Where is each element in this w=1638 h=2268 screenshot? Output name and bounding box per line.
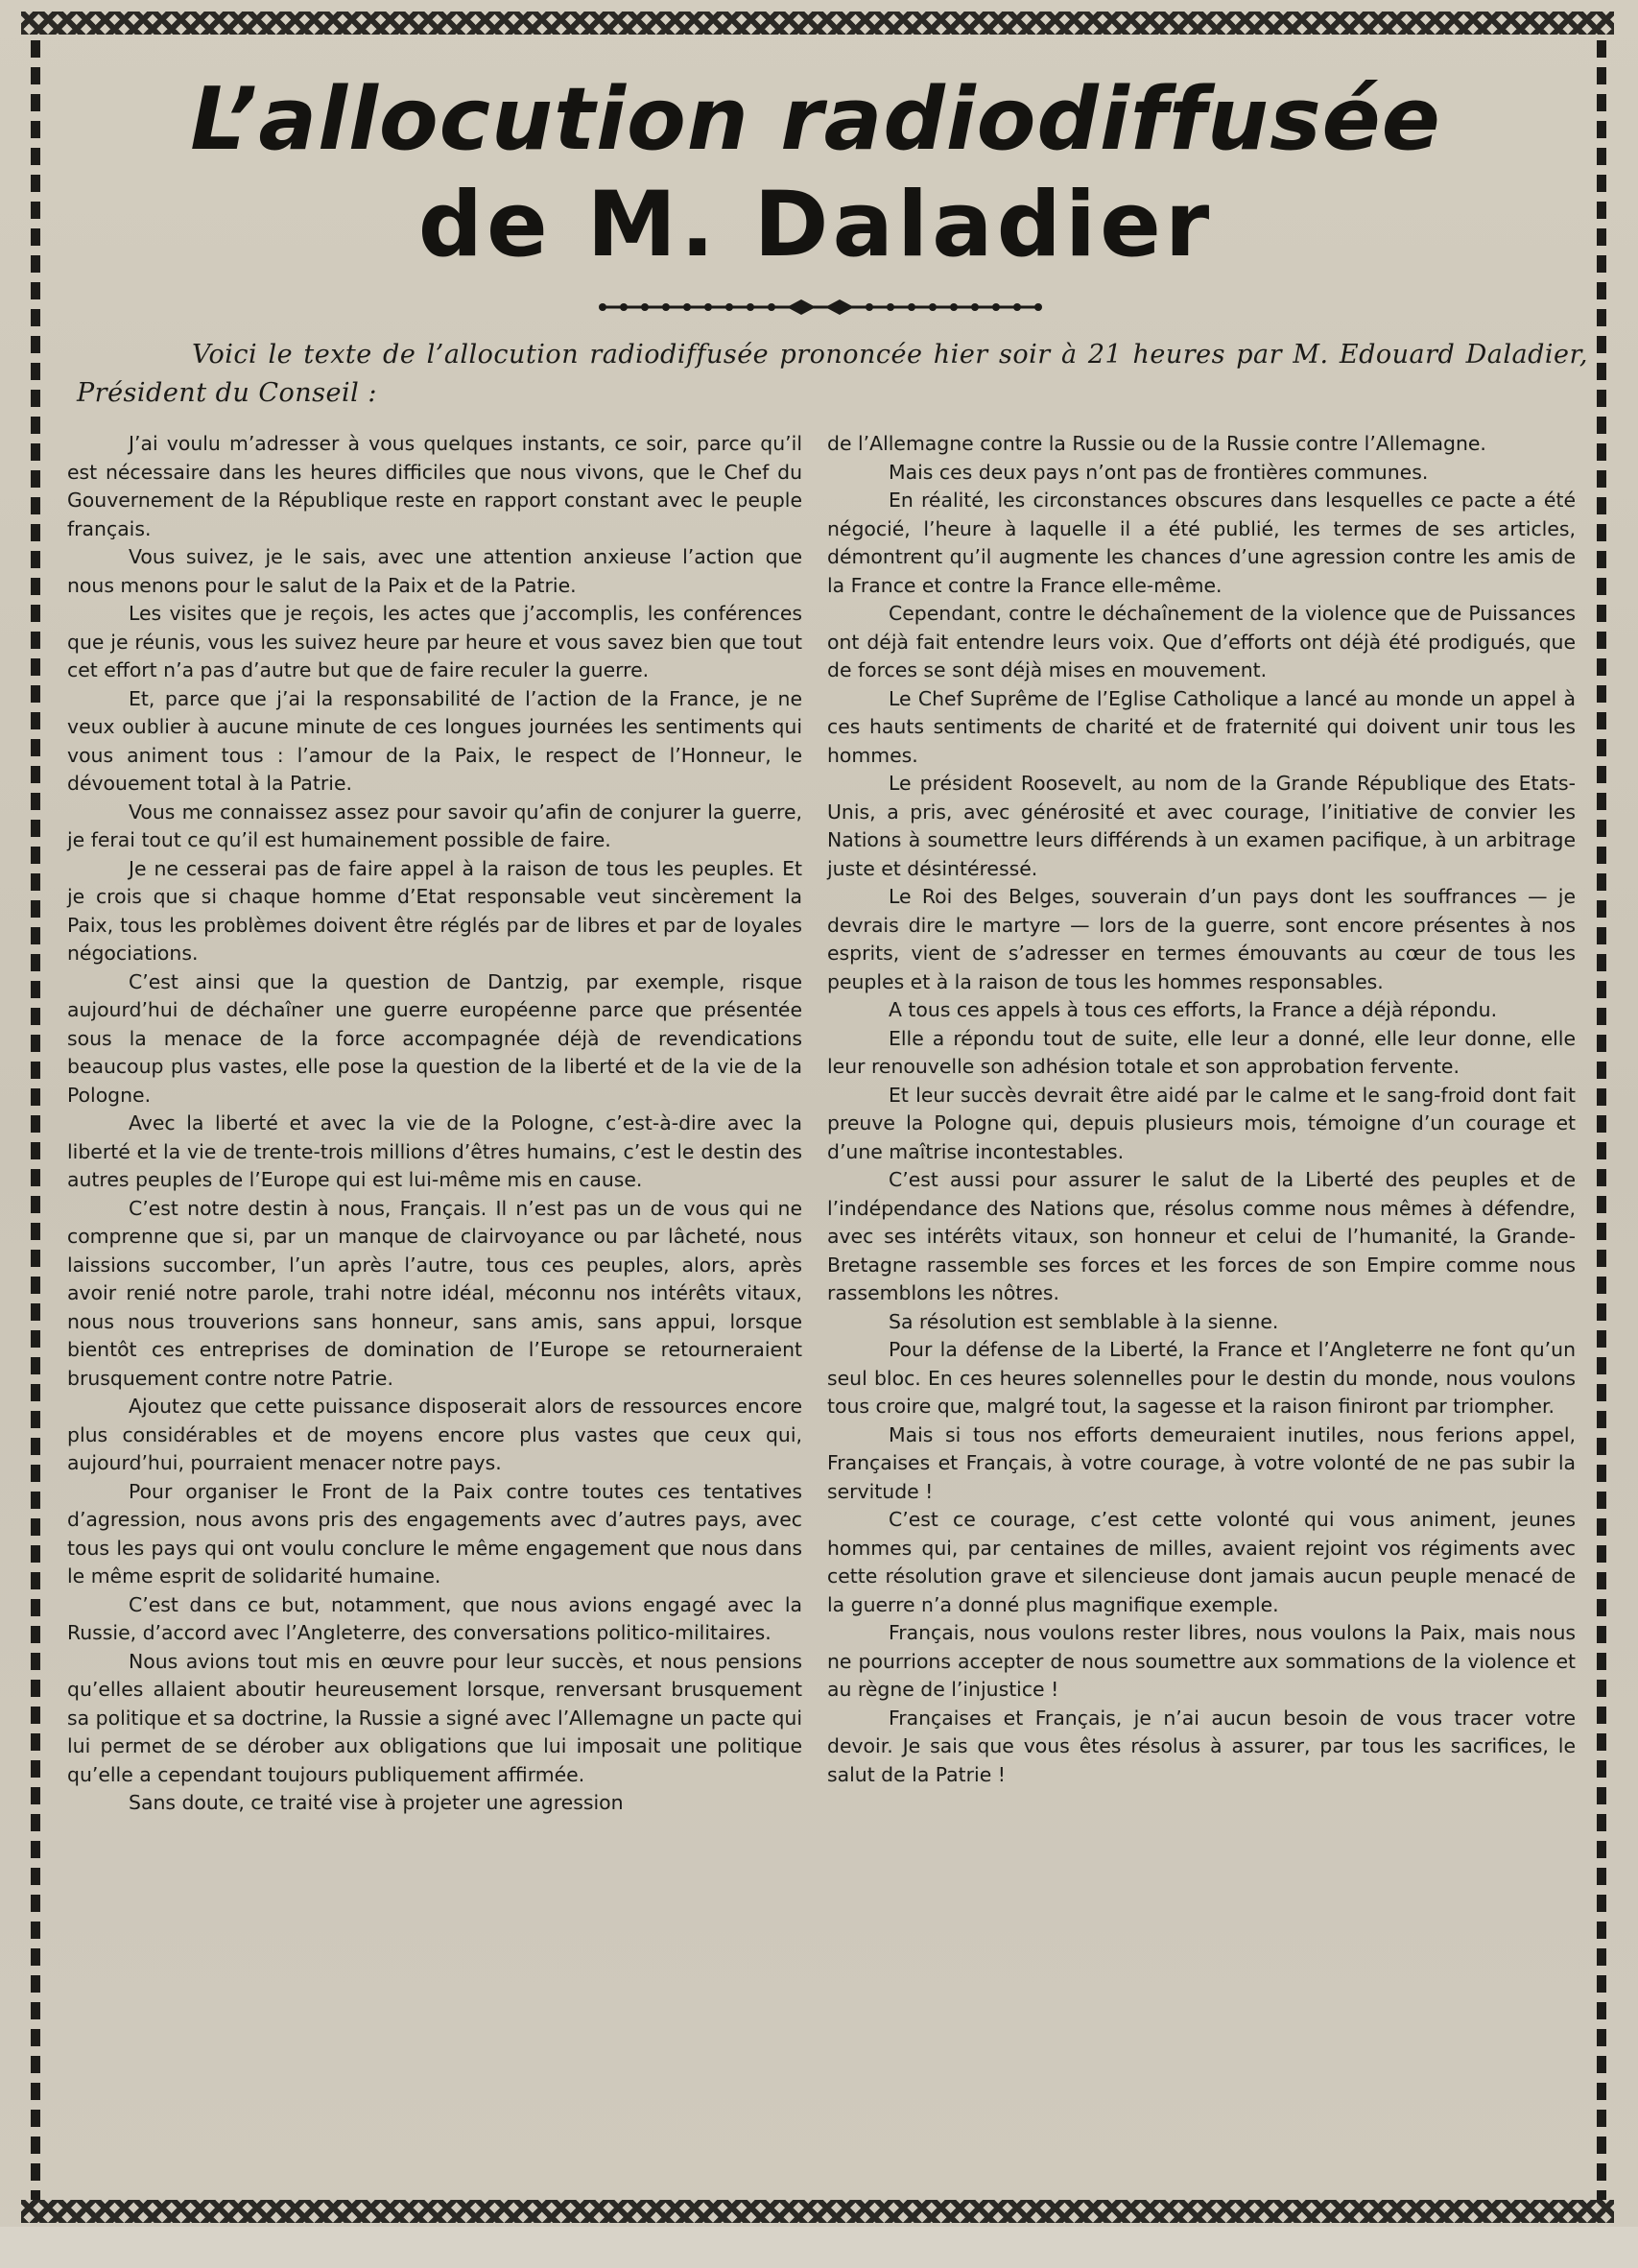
article-paragraph: Françaises et Français, je n’ai aucun besoin de vous tracer votre devoir. Je sais que vous êtes résolus à assurer, par tous les sacrifices, le salut de la Patrie ! <box>827 1706 1576 1786</box>
right-decorative-border <box>1597 40 1606 2200</box>
article-paragraph: Le président Roosevelt, au nom de la Grande République des Etats-Unis, a pris, avec générosité et avec courage, l’initiative de convier les Nations à soumettre leurs différends à un examen pacifique, à un arbitrage juste et désintéressé. <box>827 772 1576 880</box>
article-paragraph: C’est ce courage, c’est cette volonté qui vous animent, jeunes hommes qui, par centaines de milles, avaient rejoint vos régiments avec cette résolution grave et silencieuse dont jamais aucun peuple menacé de la guerre n’a donné plus magnifique exemple. <box>827 1508 1576 1616</box>
headline-line-1: L’allocution radiodiffusée <box>190 69 1441 170</box>
article-paragraph: C’est notre destin à nous, Français. Il n’est pas un de vous qui ne comprenne que si, par un manque de clairvoyance ou par lâcheté, nous laissions succomber, l’un après l’autre, tous ces peuples, alors, après avoir renié notre parole, trahi notre idéal, méconnu nos intérêts vitaux, nous nous trouverions sans honneur, sans amis, sans appui, lorsque bientôt ces entreprises de domination de l’Europe se retourneraient brusquement contre notre Patrie. <box>67 1196 802 1390</box>
article-paragraph: C’est aussi pour assurer le salut de la Liberté des peuples et de l’indépendance des Nations que, résolus comme nous mêmes à défendre, avec ses intérêts vitaux, son honneur et celui de l’humanité, la Grande-Bretagne rassemble ses forces et les forces de son Empire comme nous rassemblons les nôtres. <box>827 1168 1576 1304</box>
article-paragraph: Avec la liberté et avec la vie de la Pologne, c’est-à-dire avec la liberté et la vie de trente-trois millions d’êtres humains, c’est le destin des autres peuples de l’Europe qui est lui-même mis en cause. <box>67 1111 802 1191</box>
article-paragraph: Cependant, contre le déchaînement de la violence que de Puissances ont déjà fait entendre leurs voix. Que d’efforts ont déjà été prodigués, que de forces se sont déjà mises en mouvement. <box>827 602 1576 681</box>
article-paragraph: Pour la défense de la Liberté, la France et l’Angleterre ne font qu’un seul bloc. En ces heures solennelles pour le destin du monde, nous voulons tous croire que, malgré tout, la sagesse et la raison finiront par triompher. <box>827 1338 1576 1418</box>
article-paragraph: Le Chef Suprême de l’Eglise Catholique a lancé au monde un appel à ces hauts sentiments de charité et de fraternité qui doivent unir tous les hommes. <box>827 686 1576 767</box>
article-paragraph: Vous me connaissez assez pour savoir qu’afin de conjurer la guerre, je ferai tout ce qu’il est humainement possible de faire. <box>67 800 802 851</box>
article-paragraph: En réalité, les circonstances obscures dans lesquelles ce pacte a été négocié, l’heure à laquelle il a été publié, les termes de ses articles, démontrent qu’il augmente les chances d’une agression contre les amis de la France et contre la France elle-même. <box>827 489 1576 597</box>
left-decorative-border <box>31 40 40 2200</box>
article-paragraph: Sa résolution est semblable à la sienne. <box>889 1309 1279 1333</box>
article-paragraph: Mais si tous nos efforts demeuraient inutiles, nous ferions appel, Françaises et Français, à votre courage, à votre volonté de ne pas subir la servitude ! <box>827 1422 1576 1503</box>
article-paragraph: Vous suivez, je le sais, avec une attention anxieuse l’action que nous menons pour le salut de la Paix et de la Patrie. <box>67 545 802 597</box>
bottom-decorative-border <box>21 2200 1614 2223</box>
headline <box>77 67 1555 278</box>
headline-line-2: de M. Daladier <box>417 173 1214 277</box>
article-paragraph: A tous ces appels à tous ces efforts, la France a déjà répondu. <box>889 998 1498 1021</box>
article-paragraph: Et leur succès devrait être aidé par le calme et le sang-froid dont fait preuve la Pologne qui, depuis plusieurs mois, témoigne d’un courage et d’une maîtrise incontestables. <box>827 1083 1576 1163</box>
article-paragraph: C’est ainsi que la question de Dantzig, par exemple, risque aujourd’hui de déchaîner une guerre européenne parce que présentée sous la menace de la force accompagnée déjà de revendications beaucoup plus vastes, elle pose la question de la liberté et de la vie de la Pologne. <box>67 969 802 1107</box>
article-paragraph: Sans doute, ce traité vise à projeter une agression <box>129 1791 624 1814</box>
intro-paragraph: Voici le texte de l’allocution radiodiffusée prononcée hier soir à 21 heures par M. Edouard Daladier, Président du Conseil : <box>77 340 1588 408</box>
article-paragraph: de l’Allemagne contre la Russie ou de la Russie contre l’Allemagne. <box>827 432 1486 455</box>
article-paragraph: C’est dans ce but, notamment, que nous avions engagé avec la Russie, d’accord avec l’Angleterre, des conversations politico-militaires. <box>67 1592 802 1644</box>
article-paragraph: Je ne cesserai pas de faire appel à la raison de tous les peuples. Et je crois que si chaque homme d’Etat responsable veut sincèrement la Paix, tous les problèmes doivent être réglés par de libres et par de loyales négociations. <box>67 856 802 965</box>
ornament-divider <box>595 296 1046 319</box>
top-decorative-border <box>21 12 1614 35</box>
article-paragraph: Ajoutez que cette puissance disposerait alors de ressources encore plus considérables et de moyens encore plus vastes que ceux qui, aujourd’hui, pourraient menacer notre pays. <box>67 1395 802 1474</box>
article-paragraph: Mais ces deux pays n’ont pas de frontières communes. <box>889 460 1429 484</box>
article-paragraph: Pour organiser le Front de la Paix contre toutes ces tentatives d’agression, nous avons pris des engagements avec d’autres pays, avec tous les pays qui ont voulu conclure le même engagement que nous dans le même esprit de solidarité humaine. <box>67 1479 802 1588</box>
page-bottom-margin <box>0 2227 1638 2268</box>
article-paragraph: Nous avions tout mis en œuvre pour leur succès, et nous pensions qu’elles allaient aboutir heureusement lorsque, renversant brusquement sa politique et sa doctrine, la Russie a signé avec l’Allemagne un pacte qui lui permet de se dérober aux obligations que lui imposait une politique qu’elle a cependant toujours publiquement affirmée. <box>67 1649 802 1786</box>
article-paragraph: Les visites que je reçois, les actes que j’accomplis, les conférences que je réunis, vous les suivez heure par heure et vous savez bien que tout cet effort n’a pas d’autre but que de faire reculer la guerre. <box>67 602 802 681</box>
article-column-left <box>67 430 802 1818</box>
article-column-right <box>827 430 1576 1789</box>
article-paragraph: Et, parce que j’ai la responsabilité de l’action de la France, je ne veux oublier à aucune minute de ces longues journées les sentiments qui vous animent tous : l’amour de la Paix, le respect de l’Honneur, le dévouement total à la Patrie. <box>67 686 802 795</box>
article-paragraph: Français, nous voulons rester libres, nous voulons la Paix, mais nous ne pourrions accepter de nous soumettre aux sommations de la violence et au règne de l’injustice ! <box>827 1621 1576 1701</box>
article-paragraph: Le Roi des Belges, souverain d’un pays dont les souffrances — je devrais dire le martyre — lors de la guerre, sont encore présentes à nos esprits, vient de s’adresser en termes émouvants au cœur de tous les peuples et à la raison de tous les hommes responsables. <box>827 885 1576 993</box>
article-paragraph: Elle a répondu tout de suite, elle leur a donné, elle leur donne, elle leur renouvelle son adhésion totale et son approbation fervente. <box>827 1026 1576 1078</box>
article-paragraph: J’ai voulu m’adresser à vous quelques instants, ce soir, parce qu’il est nécessaire dans les heures difficiles que nous vivons, que le Chef du Gouvernement de la République reste en rapport constant avec le peuple français. <box>67 432 802 540</box>
